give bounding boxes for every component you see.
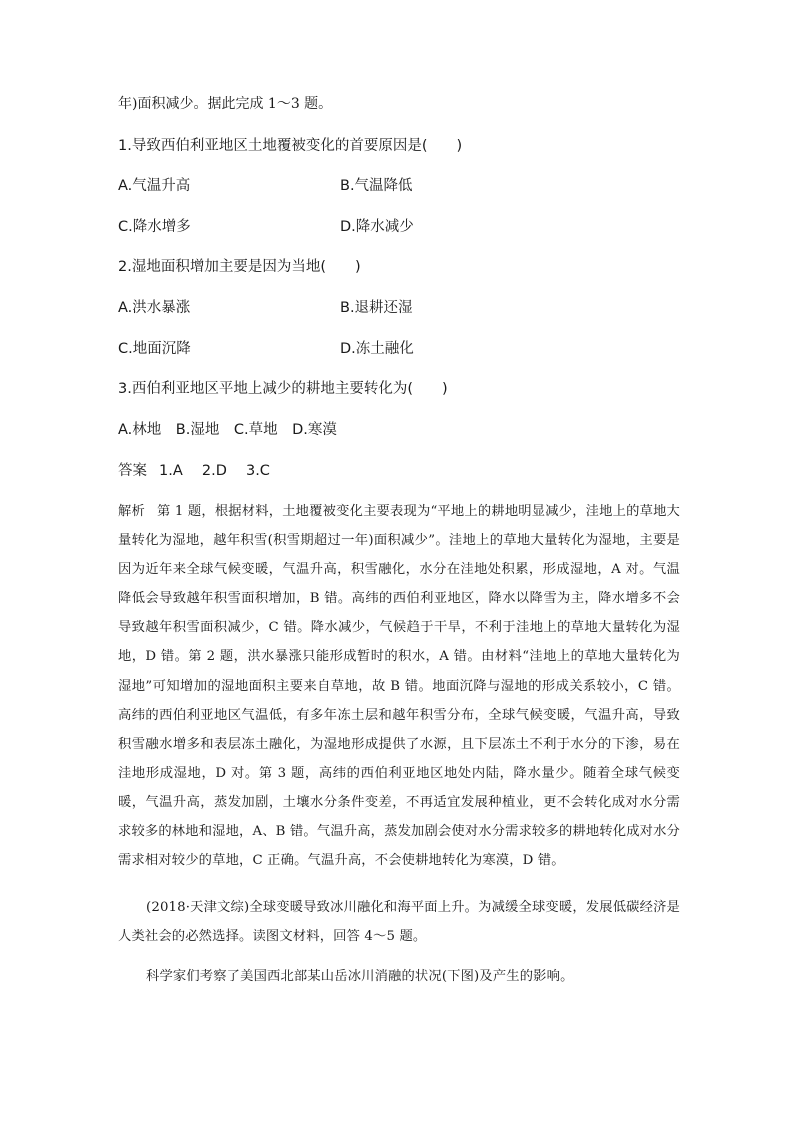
option-d: D.冻土融化 (340, 341, 414, 357)
option-a: A.洪水暴涨 (118, 300, 191, 316)
option-c: C.地面沉降 (118, 341, 191, 357)
option-b: B.退耕还湿 (340, 300, 413, 316)
option-a: A.气温升高 (118, 178, 191, 194)
question-1-options-row2 (118, 217, 414, 237)
analysis-label: 解析 (118, 504, 145, 519)
answer-line (118, 461, 270, 481)
question-2-options-row2 (118, 339, 414, 359)
question-1-stem: 1.导致西伯利亚地区土地覆被变化的首要原因是( ) (118, 138, 463, 154)
analysis-block (118, 497, 680, 875)
option-b: B.气温降低 (340, 178, 413, 194)
answer-label: 答案 (118, 463, 147, 479)
question-2-stem: 2.湿地面积增加主要是因为当地( ) (118, 259, 361, 275)
question-1-options (118, 176, 413, 196)
next-material: 科学家们考察了美国西北部某山岳冰川消融的状况(下图)及产生的影响。 (146, 969, 574, 984)
answer-text: 1.A 2.D 3.C (159, 463, 270, 479)
question-3-options: A.林地 B.湿地 C.草地 D.寒漠 (118, 422, 337, 438)
analysis-text: 第 1 题，根据材料，土地覆被变化主要表现为“平地上的耕地明显减少，洼地上的草地大量转化为湿地，越年积雪(积雪期超过一年)面积减少”。洼地上的草地大量转化为湿地，主要是因为近年来全球气候变暖，气温升高，积雪融化，水分在洼地处积累，形成湿地，A 对。气温降低会导致越年积雪面积增加，B 错。高纬的西伯利亚地区，降水以降雪为主，降水增多不会导致越年积雪面积减少，C 错。降水减少，气候趋于干旱，不利于洼地上的草地大量转化为湿地，D 错。第 2 题，洪水暴涨只能形成暂时的积水，A 错。由材料“洼地上的草地大量转化为湿地”可知增加的湿地面积主要来自草地，故 B 错。地面沉降与湿地的形成关系较小，C 错。高纬的西伯利亚地区气温低，有多年冻土层和越年积雪分布，全球气候变暖，气温升高，导致积雪融水增多和表层冻土融化，为湿地形成提供了水源，且下层冻土不利于水分的下渗，易在洼地形成湿地，D 对。第 3 题，高纬的西伯利亚地区地处内陆，降水量少。随着全球气候变暖，气温升高，蒸发加剧，土壤水分条件变差，不再适宜发展种植业，更不会转化成对水分需求较多的林地和湿地，A、B 错。气温升高，蒸发加剧会使对水分需求较多的耕地转化成对水分需求相对较少的草地，C 正确。气温升高，不会使耕地转化为寒漠，D 错。 (118, 504, 680, 869)
question-3-stem: 3.西伯利亚地区平地上减少的耕地主要转化为( ) (118, 381, 448, 397)
intro-tail: 年)面积减少。据此完成 1～3 题。 (118, 96, 333, 112)
option-c: C.降水增多 (118, 219, 191, 235)
next-intro: (2018·天津文综)全球变暖导致冰川融化和海平面上升。为减缓全球变暖，发展低碳经济是人类社会的必然选择。读图文材料，回答 4～5 题。 (118, 900, 680, 945)
question-2-options (118, 298, 413, 318)
option-d: D.降水减少 (340, 219, 414, 235)
